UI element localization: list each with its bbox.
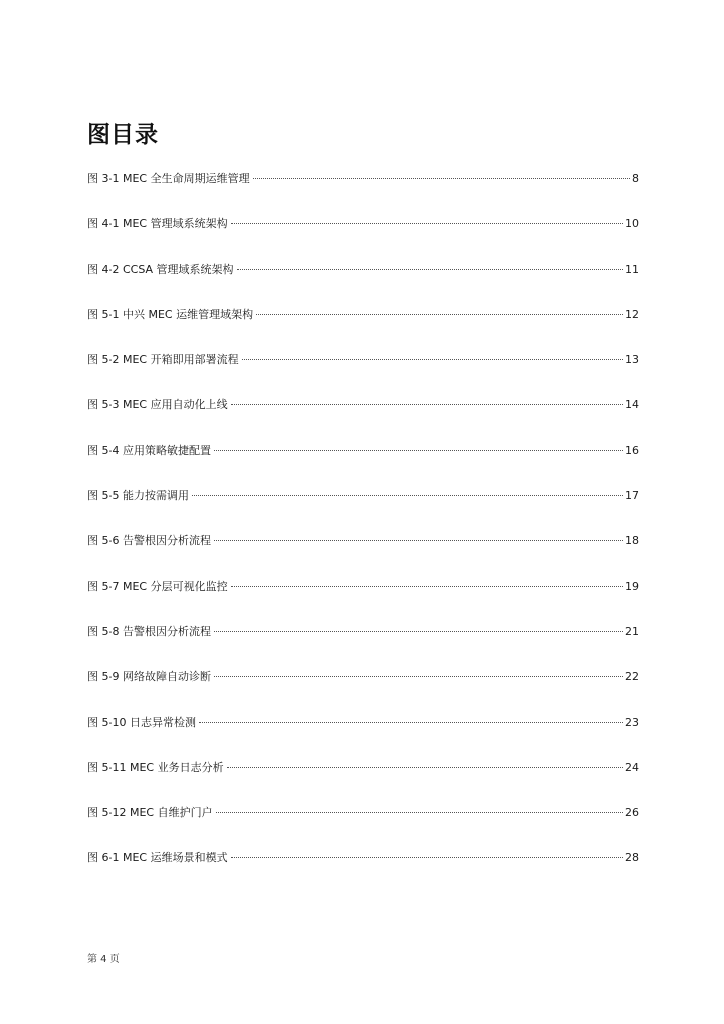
- dot-leader: [214, 540, 623, 541]
- figure-list: [87, 169, 639, 894]
- toc-entry-page: 16: [625, 443, 639, 457]
- toc-entry-page: 21: [625, 624, 639, 638]
- toc-entry-page: 23: [625, 715, 639, 729]
- toc-entry-page: 8: [632, 172, 639, 185]
- toc-entry-page: 26: [625, 806, 639, 820]
- toc-entry-label: 图 4-2 CCSA 管理域系统架构: [87, 262, 234, 276]
- toc-entry[interactable]: [87, 848, 639, 893]
- toc-entry[interactable]: [87, 305, 639, 350]
- dot-leader: [214, 450, 623, 451]
- toc-entry[interactable]: [87, 758, 639, 803]
- toc-entry-label: 图 6-1 MEC 运维场景和模式: [87, 851, 228, 865]
- toc-entry-page: 22: [625, 670, 639, 684]
- dot-leader: [192, 495, 623, 496]
- toc-entry[interactable]: [87, 214, 639, 259]
- toc-entry-page: 17: [625, 489, 639, 503]
- toc-entry[interactable]: [87, 577, 639, 622]
- toc-entry-label: 图 5-9 网络故障自动诊断: [87, 670, 211, 684]
- toc-entry-label: 图 5-2 MEC 开箱即用部署流程: [87, 353, 239, 367]
- toc-entry-label: 图 5-4 应用策略敏捷配置: [87, 443, 211, 457]
- toc-entry-page: 12: [625, 307, 639, 321]
- toc-entry[interactable]: [87, 260, 639, 305]
- page-footer: 第 4 页: [87, 954, 120, 965]
- toc-entry[interactable]: [87, 169, 639, 214]
- toc-entry[interactable]: [87, 667, 639, 712]
- toc-entry-label: 图 5-12 MEC 自维护门户: [87, 806, 213, 820]
- toc-entry-label: 图 5-8 告警根因分析流程: [87, 624, 211, 638]
- toc-entry-page: 10: [625, 217, 639, 231]
- dot-leader: [216, 812, 623, 813]
- dot-leader: [231, 586, 623, 587]
- toc-entry-label: 图 5-10 日志异常检测: [87, 715, 196, 729]
- toc-entry[interactable]: [87, 486, 639, 531]
- toc-entry-page: 24: [625, 760, 639, 774]
- dot-leader: [231, 404, 623, 405]
- page-title: 图目录: [87, 122, 159, 148]
- toc-entry[interactable]: [87, 803, 639, 848]
- toc-entry[interactable]: [87, 441, 639, 486]
- dot-leader: [227, 767, 623, 768]
- toc-entry[interactable]: [87, 531, 639, 576]
- toc-entry-label: 图 5-5 能力按需调用: [87, 489, 189, 503]
- dot-leader: [231, 223, 623, 224]
- dot-leader: [237, 269, 623, 270]
- dot-leader: [199, 722, 623, 723]
- toc-entry[interactable]: [87, 713, 639, 758]
- dot-leader: [231, 857, 623, 858]
- toc-entry-label: 图 5-7 MEC 分层可视化监控: [87, 579, 228, 593]
- toc-entry-label: 图 5-6 告警根因分析流程: [87, 534, 211, 548]
- toc-entry[interactable]: [87, 622, 639, 667]
- toc-entry[interactable]: [87, 350, 639, 395]
- toc-entry-page: 19: [625, 579, 639, 593]
- toc-entry-label: 图 4-1 MEC 管理域系统架构: [87, 217, 228, 231]
- toc-entry[interactable]: [87, 395, 639, 440]
- toc-entry-page: 18: [625, 534, 639, 548]
- toc-entry-page: 13: [625, 353, 639, 367]
- toc-entry-label: 图 5-1 中兴 MEC 运维管理域架构: [87, 307, 254, 321]
- dot-leader: [242, 359, 623, 360]
- dot-leader: [214, 631, 623, 632]
- toc-entry-label: 图 5-11 MEC 业务日志分析: [87, 760, 224, 774]
- toc-entry-label: 图 5-3 MEC 应用自动化上线: [87, 398, 228, 412]
- dot-leader: [256, 314, 623, 315]
- toc-entry-page: 28: [625, 851, 639, 865]
- toc-entry-label: 图 3-1 MEC 全生命周期运维管理: [87, 172, 250, 185]
- dot-leader: [253, 178, 630, 179]
- toc-entry-page: 14: [625, 398, 639, 412]
- dot-leader: [214, 676, 623, 677]
- toc-entry-page: 11: [625, 262, 639, 276]
